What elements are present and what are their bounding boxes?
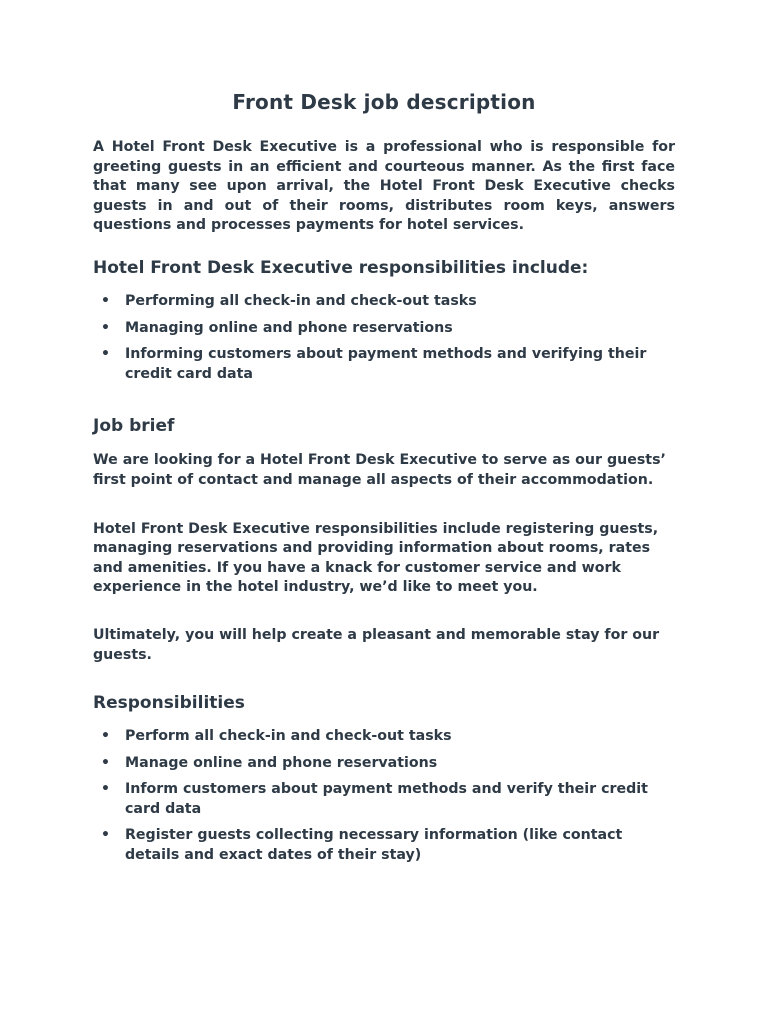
list-item: • Performing all check-in and check-out tasks [93, 292, 675, 312]
list-item: • Informing customers about payment methods and verifying their credit card data [93, 345, 675, 384]
document-page [93, 88, 675, 873]
list-item: • Register guests collecting necessary information (like contact details and exact dates of their stay) [93, 826, 675, 865]
list-item: • Inform customers about payment methods and verify their credit card data [93, 780, 675, 819]
job-brief-paragraph: Ultimately, you will help create a pleasant and memorable stay for our guests. [93, 626, 660, 663]
section-heading-job-brief: Job brief [93, 416, 175, 437]
responsibilities-list [93, 727, 675, 866]
responsibilities-include-list [93, 292, 675, 384]
job-brief-paragraph: Hotel Front Desk Executive responsibilities include registering guests, managing reservations and providing information about rooms, rates and amenities. If you have a knack for customer service and work experience in the hotel industry, we’d like to meet you. [93, 520, 659, 596]
section-heading-responsibilities: Responsibilities [93, 693, 245, 714]
job-brief-paragraph: We are looking for a Hotel Front Desk Executive to serve as our guests’ first point of contact and manage all aspects of their accommodation. [93, 452, 666, 488]
list-item: • Perform all check-in and check-out tasks [93, 727, 675, 747]
list-item: • Managing online and phone reservations [93, 319, 675, 339]
intro-paragraph: A Hotel Front Desk Executive is a professional who is responsible for greeting guests in an efficient and courteous manner. As the first face that many see upon arrival, the Hotel Front Desk Executive checks guests in and out of their rooms, distributes room keys, answers questions and processes payments for hotel services. [93, 139, 675, 234]
list-item: • Manage online and phone reservations [93, 754, 675, 774]
document-title: Front Desk job description [232, 90, 536, 114]
section-heading-responsibilities-include: Hotel Front Desk Executive responsibilities include: [93, 257, 589, 278]
